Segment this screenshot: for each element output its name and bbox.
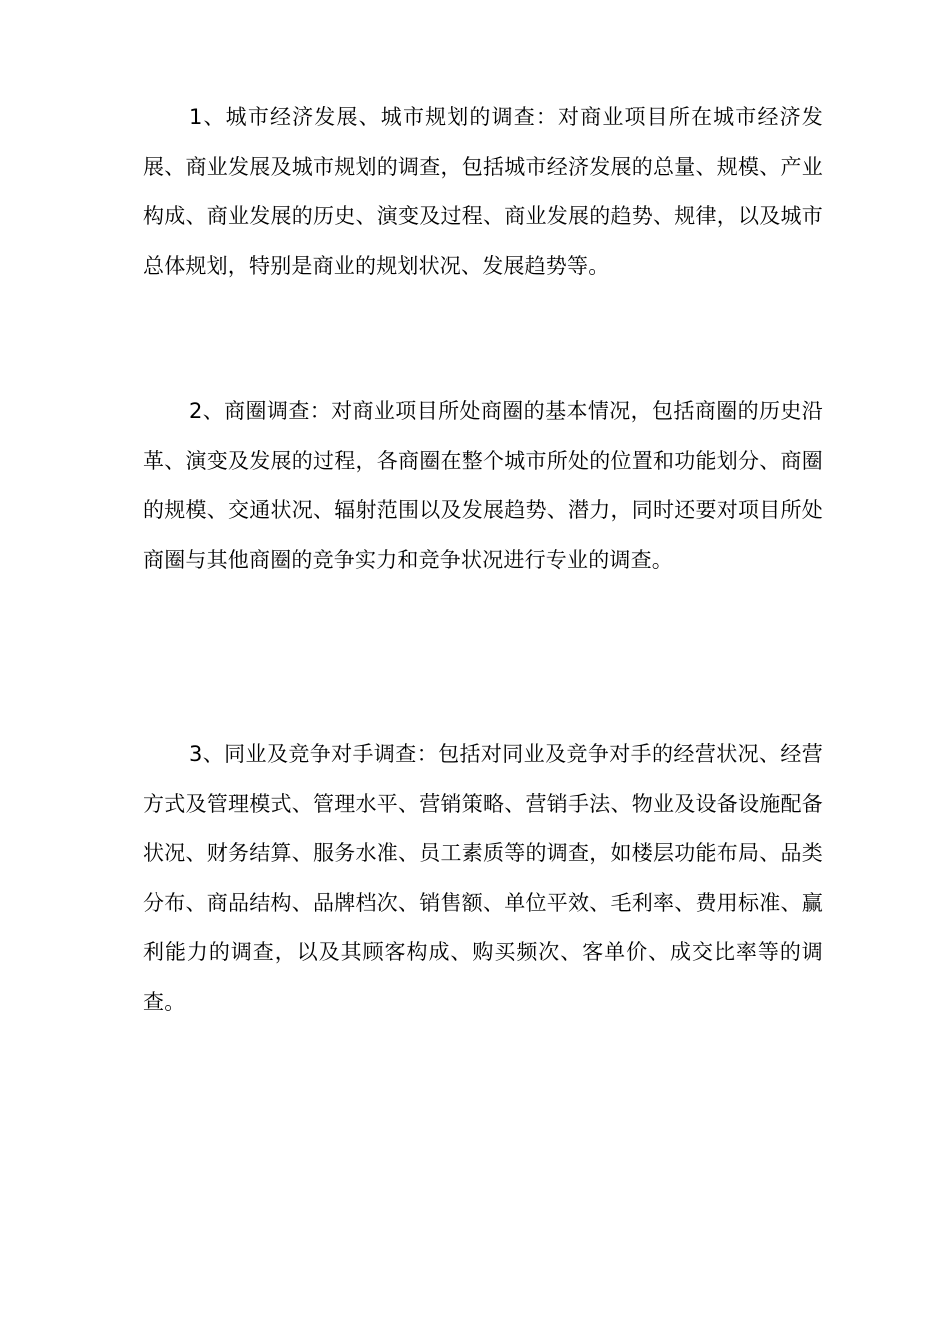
- paragraph-competitor-survey: 3、同业及竞争对手调查：包括对同业及竞争对手的经营状况、经营方式及管理模式、管理水平、营销策略、营销手法、物业及设备设施配备状况、财务结算、服务水准、员工素质等的调查，如楼层功能布局、品类分布、商品结构、品牌档次、销售额、单位平效、毛利率、费用标准、赢利能力的调查，以及其顾客构成、购买频次、客单价、成交比率等的调查。: [143, 742, 823, 1014]
- paragraph-city-economic-survey: 1、城市经济发展、城市规划的调查：对商业项目所在城市经济发展、商业发展及城市规划的调查，包括城市经济发展的总量、规模、产业构成、商业发展的历史、演变及过程、商业发展的趋势、规律，以及城市总体规划，特别是商业的规划状况、发展趋势等。: [143, 105, 823, 278]
- paragraph-trade-area-survey: 2、商圈调查：对商业项目所处商圈的基本情况，包括商圈的历史沿革、演变及发展的过程，各商圈在整个城市所处的位置和功能划分、商圈的规模、交通状况、辐射范围以及发展趋势、潜力，同时还要对项目所处商圈与其他商圈的竞争实力和竞争状况进行专业的调查。: [143, 399, 823, 572]
